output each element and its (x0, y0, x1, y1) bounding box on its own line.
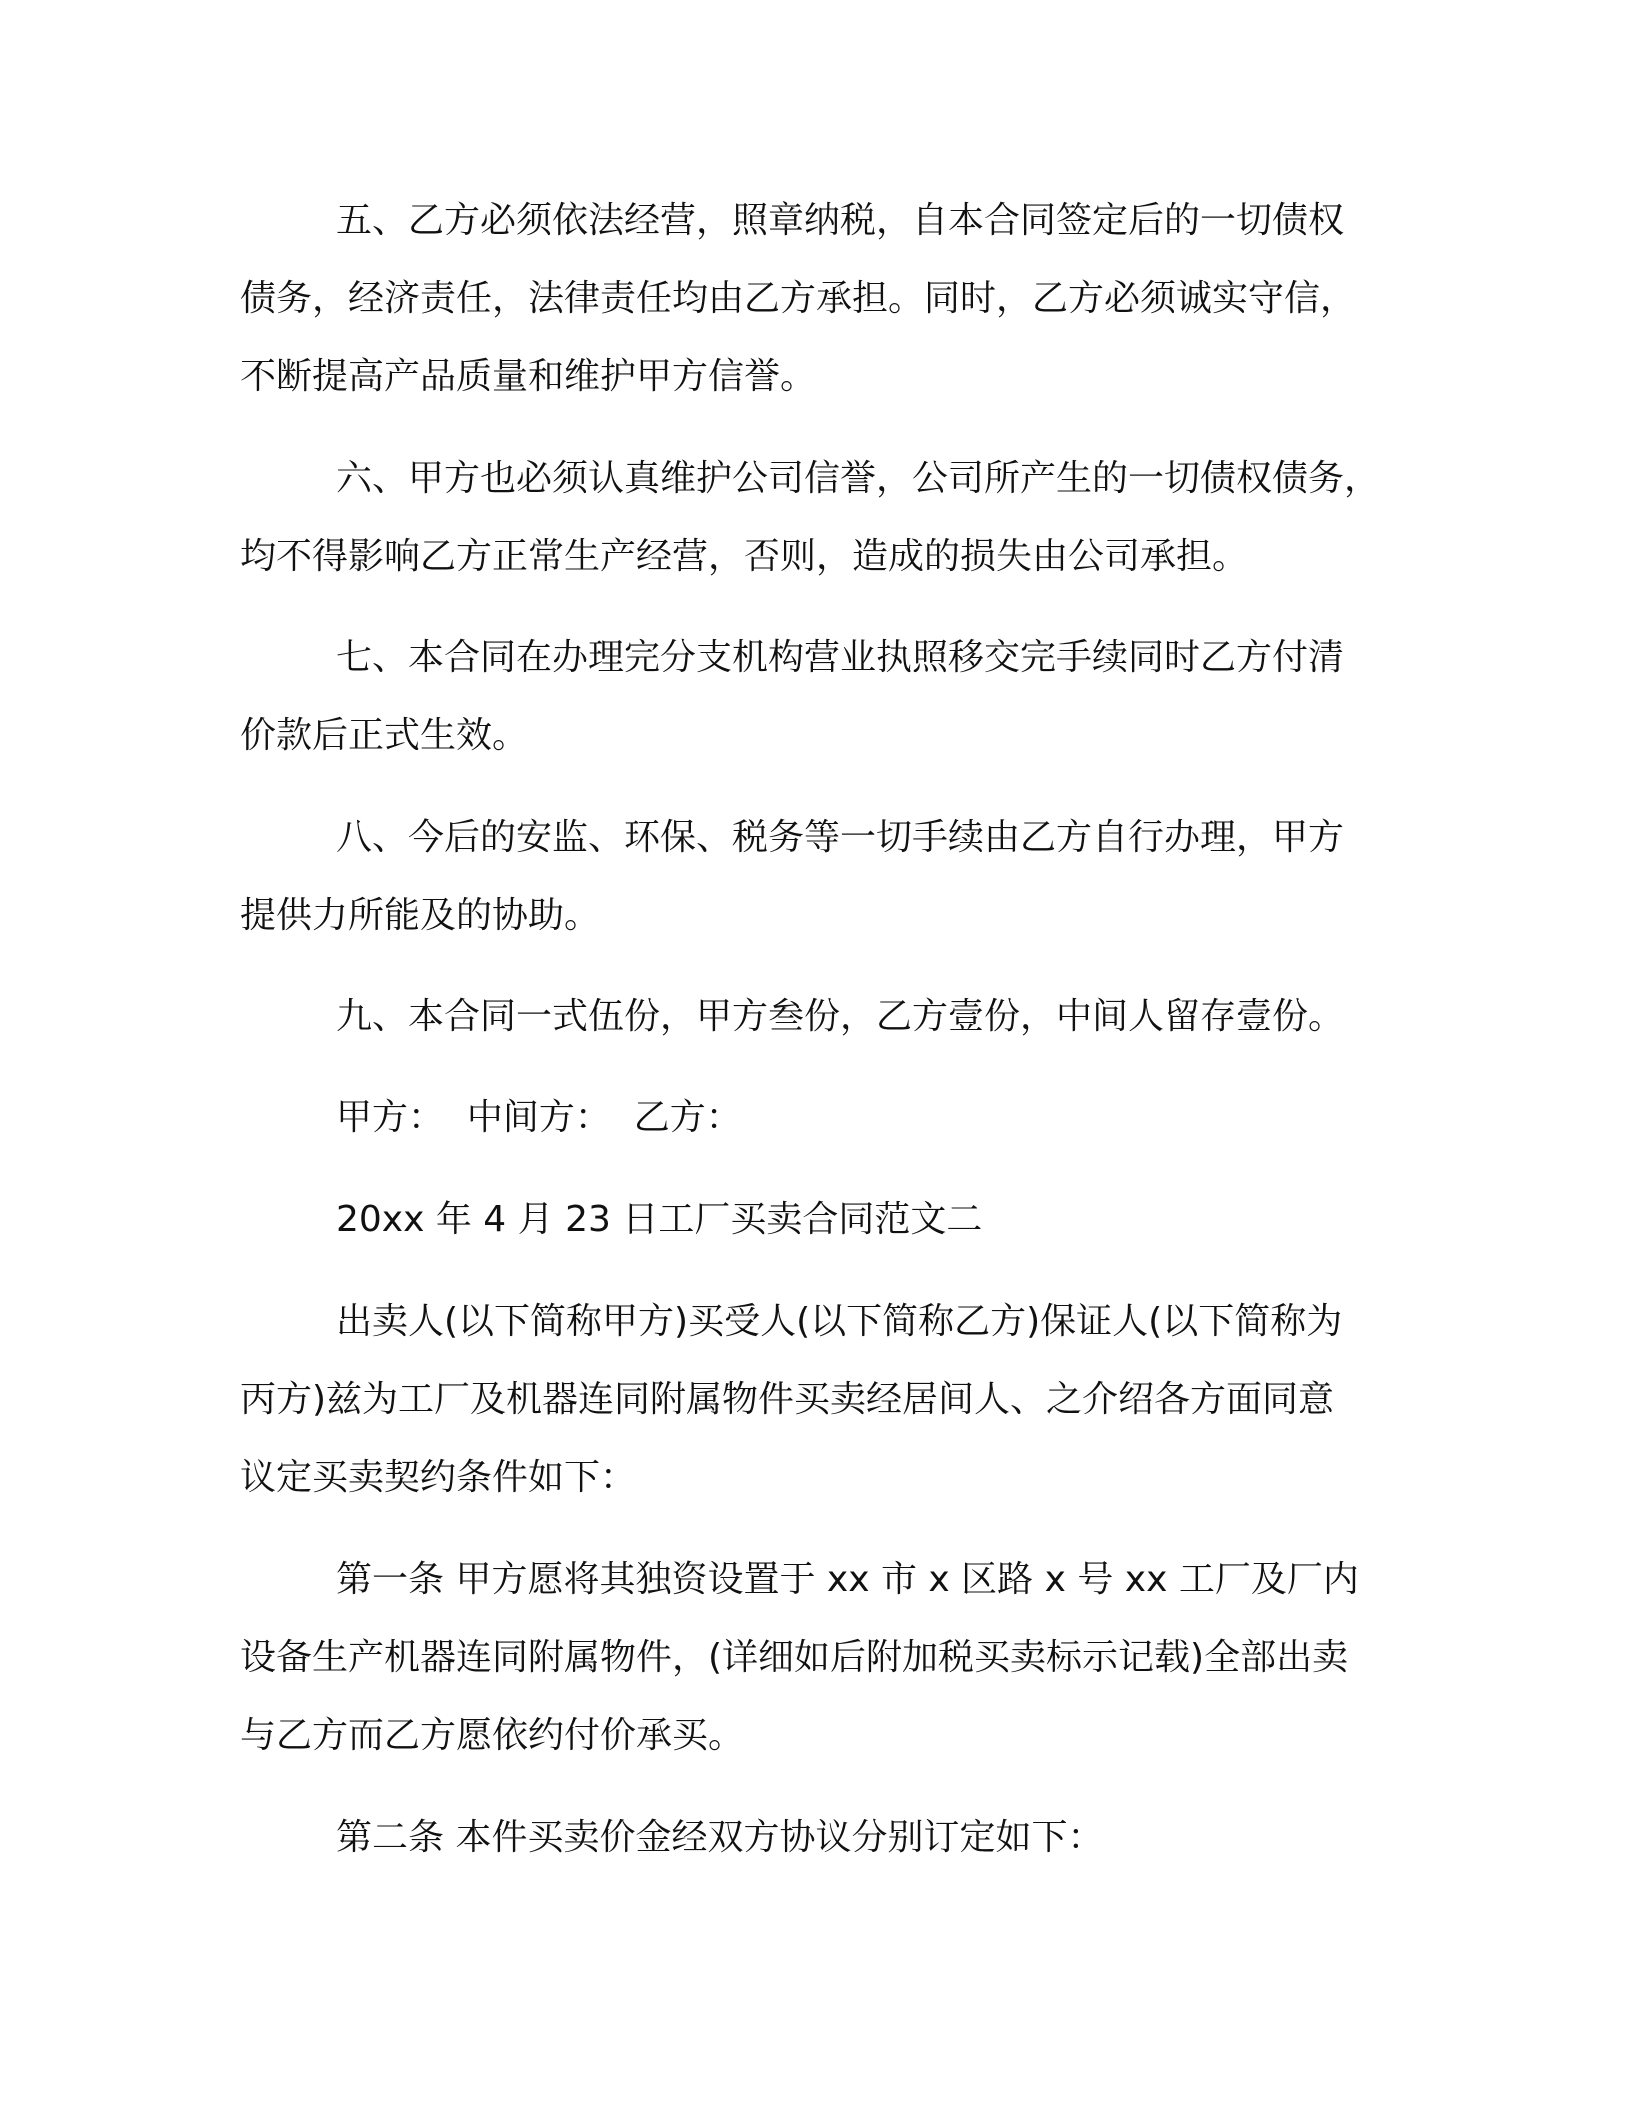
clause-7-paragraph (240, 619, 1410, 775)
article-2-paragraph (240, 1799, 1410, 1877)
text-line: 议定买卖契约条件如下： (240, 1457, 637, 1498)
signature-line (240, 1079, 1410, 1157)
clause-5-paragraph (240, 182, 1410, 416)
text-line: 均不得影响乙方正常生产经营，否则，造成的损失由公司承担。 (240, 536, 1249, 577)
text-line: 出卖人(以下简称甲方)买受人(以下简称乙方)保证人(以下简称为 (336, 1301, 1343, 1342)
text-line: 六、甲方也必须认真维护公司信誉，公司所产生的一切债权债务， (336, 458, 1381, 499)
text-line: 与乙方而乙方愿依约付价承买。 (240, 1715, 745, 1756)
text-line: 第二条 本件买卖价金经双方协议分别订定如下： (336, 1817, 1104, 1858)
text-line: 五、乙方必须依法经营，照章纳税，自本合同签定后的一切债权 (336, 200, 1345, 241)
article-1-paragraph (240, 1541, 1410, 1775)
date-title-line (240, 1181, 1410, 1259)
text-line: 价款后正式生效。 (240, 715, 529, 756)
text-line: 20xx 年 4 月 23 日工厂买卖合同范文二 (336, 1199, 983, 1240)
text-line: 提供力所能及的协助。 (240, 895, 601, 936)
text-line: 债务，经济责任，法律责任均由乙方承担。同时，乙方必须诚实守信， (240, 278, 1357, 319)
text-line: 设备生产机器连同附属物件，(详细如后附加税买卖标示记载)全部出卖 (240, 1637, 1349, 1678)
text-line: 丙方)兹为工厂及机器连同附属物件买卖经居间人、之介绍各方面同意 (240, 1379, 1335, 1420)
text-line: 七、本合同在办理完分支机构营业执照移交完手续同时乙方付清 (336, 637, 1345, 678)
text-line: 甲方： 中间方： 乙方： (336, 1097, 742, 1138)
text-line: 不断提高产品质量和维护甲方信誉。 (240, 356, 817, 397)
text-line: 第一条 甲方愿将其独资设置于 xx 市 x 区路 x 号 xx 工厂及厂内 (336, 1559, 1359, 1600)
preamble-paragraph (240, 1283, 1410, 1517)
clause-6-paragraph (240, 440, 1410, 596)
text-line: 八、今后的安监、环保、税务等一切手续由乙方自行办理，甲方 (336, 817, 1345, 858)
clause-9-paragraph (240, 978, 1410, 1056)
clause-8-paragraph (240, 799, 1410, 955)
text-line: 九、本合同一式伍份，甲方叁份，乙方壹份，中间人留存壹份。 (336, 996, 1345, 1037)
